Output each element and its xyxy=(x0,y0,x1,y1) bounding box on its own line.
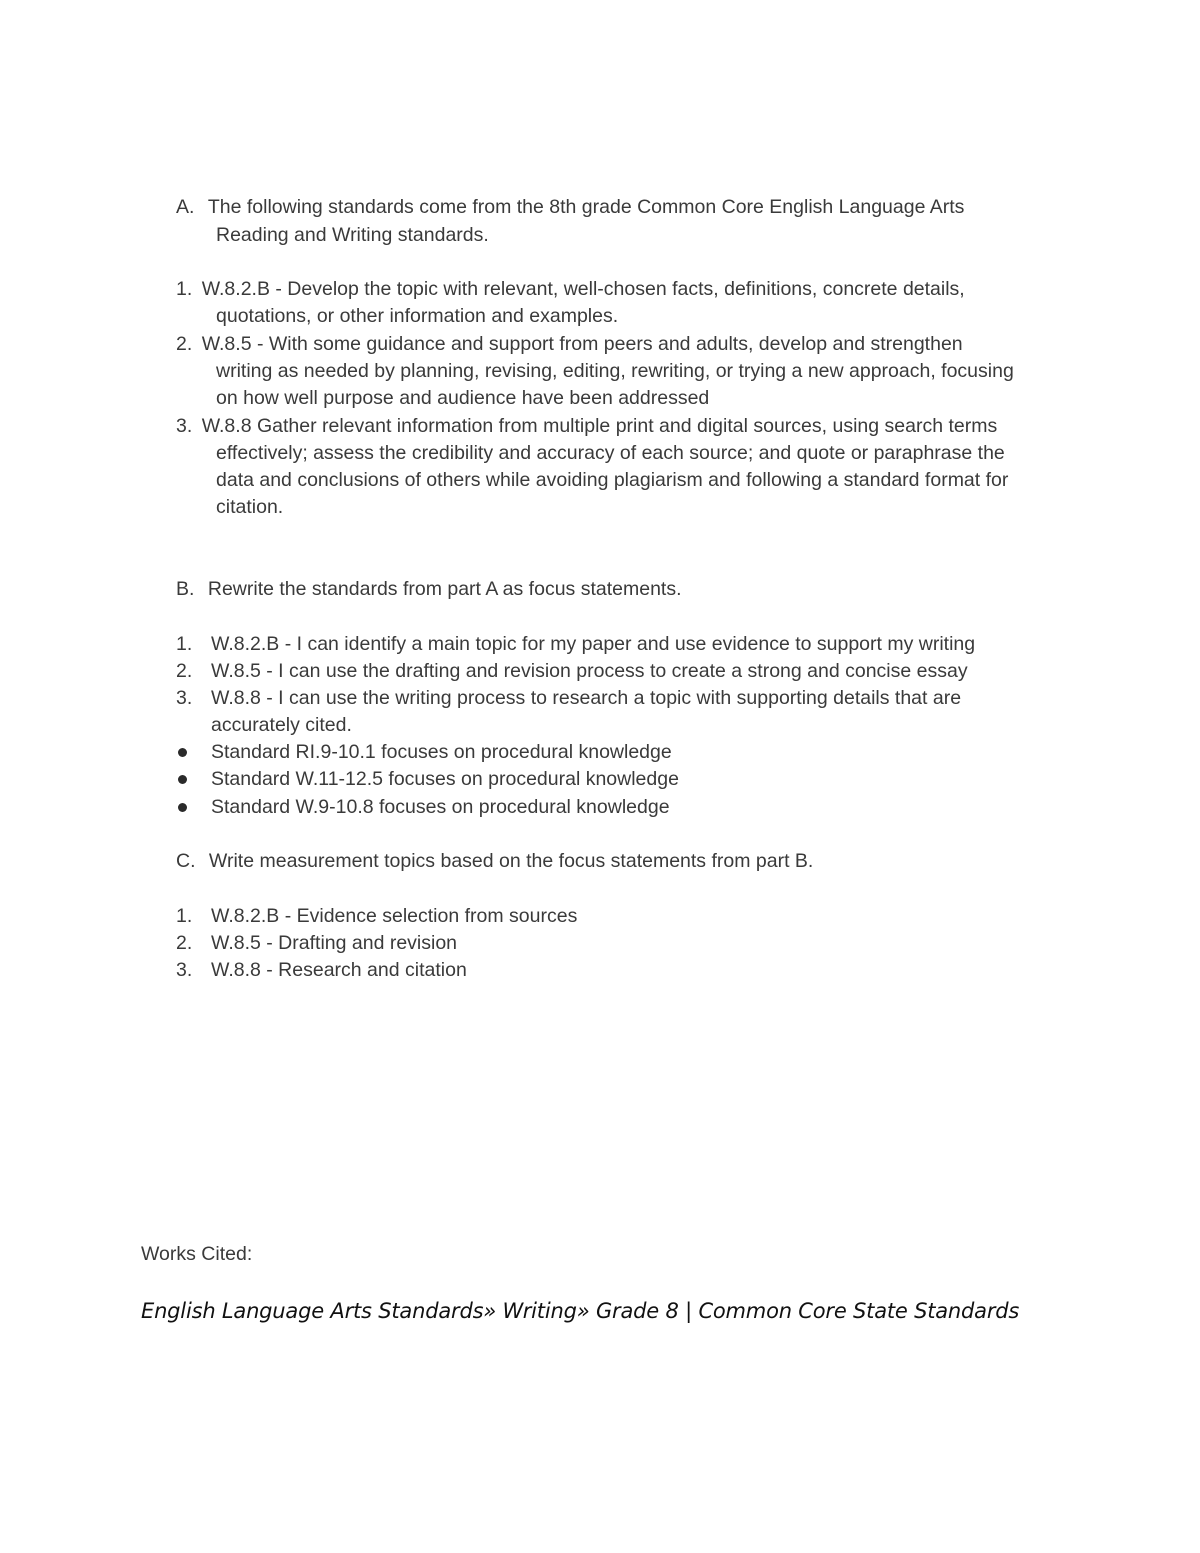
list-item-text: W.8.5 - With some guidance and support from peers and adults, develop and strengthen xyxy=(201,333,963,355)
section-b-item-2-marker: 2. xyxy=(176,660,193,682)
section-a-heading xyxy=(176,194,964,221)
section-a-marker: A. xyxy=(176,196,195,218)
section-c-item-1: W.8.2.B - Evidence selection from sources xyxy=(211,905,578,927)
section-b-heading-text: Rewrite the standards from part A as focus statements. xyxy=(207,578,682,600)
list-marker: 1. xyxy=(176,278,193,300)
works-cited-label: Works Cited: xyxy=(141,1243,253,1265)
list-item-continuation: data and conclusions of others while avoiding plagiarism and following a standard format for xyxy=(216,469,1009,491)
section-b-item-3-marker: 3. xyxy=(176,687,193,709)
section-b-heading xyxy=(176,576,682,603)
section-b-item-1: W.8.2.B - I can identify a main topic for my paper and use evidence to support my writing xyxy=(211,633,976,655)
list-marker: 3. xyxy=(176,415,193,437)
section-b-bullet-2: Standard W.11-12.5 focuses on procedural knowledge xyxy=(211,768,679,790)
section-a-item-2 xyxy=(176,331,963,358)
section-c-item-1-marker: 1. xyxy=(176,905,193,927)
section-a-heading-line1: The following standards come from the 8th grade Common Core English Language Arts xyxy=(207,196,965,218)
section-c-heading xyxy=(176,848,813,875)
list-item-text: W.8.2.B - Develop the topic with relevant, well-chosen facts, definitions, concrete details, xyxy=(201,278,965,300)
section-c-item-3-marker: 3. xyxy=(176,959,193,981)
section-a-heading-line2: Reading and Writing standards. xyxy=(216,224,489,246)
section-b-item-2: W.8.5 - I can use the drafting and revision process to create a strong and concise essay xyxy=(211,660,968,682)
list-item-text: W.8.8 Gather relevant information from multiple print and digital sources, using search terms xyxy=(201,415,998,437)
section-c-marker: C. xyxy=(176,850,196,872)
section-b-bullet-1: Standard RI.9-10.1 focuses on procedural knowledge xyxy=(211,741,672,763)
bullet-icon xyxy=(178,775,187,784)
list-item-continuation: writing as needed by planning, revising, editing, rewriting, or trying a new approach, focusing xyxy=(216,360,1014,382)
bullet-icon xyxy=(178,748,187,757)
section-b-item-1-marker: 1. xyxy=(176,633,193,655)
section-a-item-1 xyxy=(176,276,965,303)
works-cited-citation: English Language Arts Standards» Writing» Grade 8 | Common Core State Standards xyxy=(141,1299,1020,1323)
list-item-continuation: quotations, or other information and examples. xyxy=(216,305,619,327)
bullet-icon xyxy=(178,803,187,812)
list-item-continuation: effectively; assess the credibility and accuracy of each source; and quote or paraphrase the xyxy=(216,442,1005,464)
section-b-marker: B. xyxy=(176,578,195,600)
section-c-heading-text: Write measurement topics based on the focus statements from part B. xyxy=(208,850,814,872)
list-item-continuation: on how well purpose and audience have been addressed xyxy=(216,387,710,409)
list-item-continuation: accurately cited. xyxy=(211,714,352,736)
section-b-bullet-3: Standard W.9-10.8 focuses on procedural knowledge xyxy=(211,796,670,818)
section-c-item-2: W.8.5 - Drafting and revision xyxy=(211,932,458,954)
section-c-item-3: W.8.8 - Research and citation xyxy=(211,959,467,981)
section-a-item-3 xyxy=(176,413,997,440)
section-c-item-2-marker: 2. xyxy=(176,932,193,954)
list-marker: 2. xyxy=(176,333,193,355)
list-item-continuation: citation. xyxy=(216,496,284,518)
section-b-item-3: W.8.8 - I can use the writing process to research a topic with supporting details that are xyxy=(211,687,962,709)
